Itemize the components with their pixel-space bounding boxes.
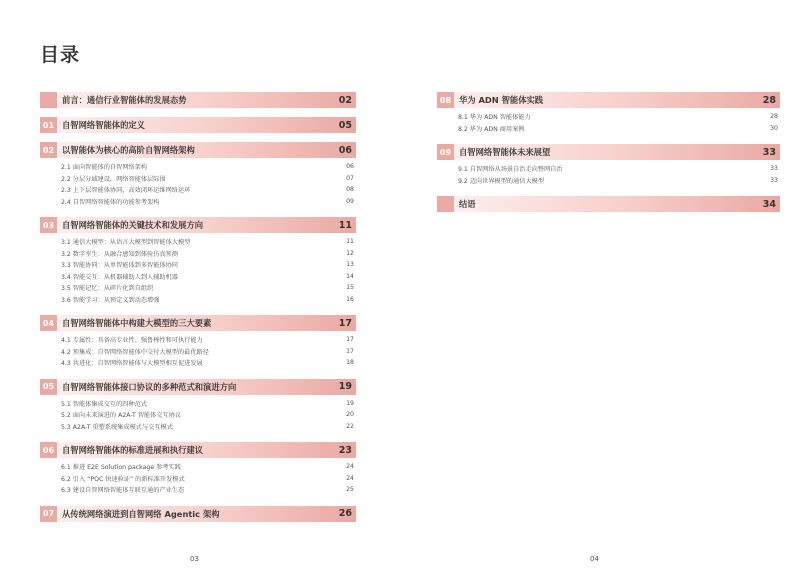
toc-section-heading[interactable] [437, 92, 780, 108]
section-title: 自智网络智能体的定义 [62, 120, 145, 130]
section-number-badge: 08 [437, 92, 454, 108]
section-number-badge: 09 [437, 144, 454, 160]
toc-item-list [40, 458, 356, 497]
toc-section [40, 92, 356, 108]
toc-section-heading[interactable] [40, 117, 356, 133]
toc-item-page-number: 15 [346, 284, 354, 292]
toc-item-title: 2.4 自智网络智能体的功能参考架构 [61, 198, 160, 206]
toc-section-heading[interactable] [40, 379, 356, 395]
toc-item-title: 6.3 建设自智网络智能体互联互通的产业生态 [61, 487, 185, 495]
section-title: 华为 ADN 智能体实践 [459, 95, 544, 105]
toc-item-page-number: 24 [346, 474, 354, 482]
toc-item-title: 8.2 华为 ADN 商用案例 [458, 125, 525, 133]
toc-item[interactable] [40, 173, 356, 185]
section-title: 前言：通信行业智能体的发展态势 [62, 95, 187, 105]
toc-item-page-number: 28 [770, 113, 778, 121]
toc-item-title: 5.1 智能体集成交互的四种范式 [61, 400, 148, 408]
section-page-number: 06 [338, 144, 352, 156]
toc-item-title: 4.3 共进化：自智网络智能体与大模型相互促进发展 [61, 360, 203, 368]
section-number-badge: 05 [40, 379, 57, 395]
section-page-number: 26 [338, 508, 352, 519]
section-number-badge [437, 196, 454, 212]
toc-item-title: 4.2 预集成：自智网络智能体中交付大模型的最优路径 [61, 348, 209, 356]
toc-item-list [437, 108, 780, 135]
toc-item-page-number: 33 [770, 176, 778, 184]
section-number-badge [40, 92, 57, 108]
toc-item-page-number: 17 [346, 336, 354, 344]
toc-item-page-number: 30 [770, 124, 778, 132]
section-title: 以智能体为核心的高阶自智网络架构 [62, 145, 195, 155]
toc-item[interactable] [40, 184, 356, 196]
toc-item-page-number: 25 [346, 486, 354, 494]
toc-section-heading[interactable] [40, 142, 356, 158]
toc-item-title: 6.2 引入 “POC 快速验证” 的新标准开发模式 [61, 475, 185, 483]
toc-item[interactable] [437, 111, 780, 123]
toc-item[interactable] [437, 175, 780, 187]
toc-item-page-number: 14 [346, 272, 354, 280]
toc-item-title: 2.2 分层分域建设，网络智能体层际围 [61, 175, 166, 183]
toc-item-page-number: 17 [346, 347, 354, 355]
section-number-badge: 03 [40, 217, 57, 233]
toc-item-title: 6.1 推进 E2E Solution package 参考实践 [61, 464, 181, 472]
section-title: 从传统网络演进到自智网络 Agentic 架构 [62, 508, 220, 519]
toc-item[interactable] [40, 282, 356, 294]
toc-item-list [40, 158, 356, 208]
toc-item-page-number: 13 [346, 261, 354, 269]
toc-section-heading[interactable] [437, 196, 780, 212]
toc-section [40, 315, 356, 370]
toc-item-list [437, 160, 780, 187]
toc-item-title: 5.3 A2A-T 重塑系统集成模式与交互模式 [61, 423, 173, 431]
toc-item-page-number: 16 [346, 295, 354, 303]
section-page-number: 28 [762, 94, 776, 106]
toc-item-page-number: 19 [346, 399, 354, 407]
toc-item-title: 3.4 智能交互：从机器辅助人到人辅助机器 [61, 273, 178, 281]
section-title: 自智网络智能体接口协议的多种范式和演进方向 [62, 381, 237, 392]
toc-section [437, 92, 780, 135]
toc-section [40, 117, 356, 133]
toc-item[interactable] [437, 123, 780, 135]
toc-item-title: 3.5 智能记忆：从碎片化到自组织 [61, 285, 154, 293]
toc-item-list [40, 233, 356, 306]
section-number-badge: 02 [40, 142, 57, 158]
section-number-badge: 07 [40, 506, 57, 522]
toc-item[interactable] [40, 161, 356, 173]
section-number-badge: 06 [40, 442, 57, 458]
toc-section [437, 196, 780, 212]
toc-section-heading[interactable] [40, 442, 356, 458]
toc-section-heading[interactable] [40, 217, 356, 233]
toc-item-page-number: 09 [346, 197, 354, 205]
section-title: 自智网络智能体的标准进展和执行建议 [62, 445, 204, 455]
toc-item-page-number: 08 [346, 186, 354, 194]
section-page-number: 11 [338, 219, 352, 231]
toc-item-list [40, 395, 356, 434]
toc-item[interactable] [40, 259, 356, 271]
toc-item-page-number: 11 [346, 238, 354, 246]
toc-item[interactable] [437, 163, 780, 175]
toc-section-heading[interactable] [40, 315, 356, 331]
section-number-badge: 01 [40, 117, 57, 133]
toc-item-title: 2.1 面向智能体的自智网络架构 [61, 164, 148, 172]
toc-item-page-number: 20 [346, 411, 354, 419]
page-number-left: 03 [190, 555, 199, 563]
section-title: 自智网络智能体未来展望 [459, 147, 551, 157]
toc-section [40, 442, 356, 497]
section-page-number: 33 [762, 146, 776, 158]
toc-section-heading[interactable] [40, 92, 356, 108]
toc-left-column [40, 92, 356, 531]
toc-section-heading[interactable] [437, 144, 780, 160]
toc-item-title: 3.6 智能学习：从预定义到动态增强 [61, 296, 160, 304]
toc-item[interactable] [40, 236, 356, 248]
toc-item[interactable] [40, 421, 356, 433]
toc-item[interactable] [40, 357, 356, 369]
toc-item-title: 2.3 上下层智能体协同，高效闭环运维网络运环 [61, 187, 191, 195]
toc-item-title: 3.1 通信大模型：从语言大模型到智能体大模型 [61, 239, 191, 247]
toc-section [40, 142, 356, 208]
toc-item-page-number: 33 [770, 165, 778, 173]
section-title: 自智网络智能体的关键技术和发展方向 [62, 220, 204, 230]
toc-item[interactable] [40, 398, 356, 410]
section-title: 自智网络智能体中构建大模型的三大要素 [62, 318, 212, 328]
section-page-number: 19 [338, 381, 352, 392]
page-title: 目录 [40, 44, 81, 66]
toc-item-page-number: 22 [346, 422, 354, 430]
toc-item[interactable] [40, 484, 356, 496]
toc-item[interactable] [40, 248, 356, 260]
toc-section-heading[interactable] [40, 506, 356, 522]
toc-section [437, 144, 780, 187]
toc-item-page-number: 06 [346, 163, 354, 171]
toc-item-page-number: 07 [346, 174, 354, 182]
toc-item-title: 9.2 迈向世界模型的通信大模型 [458, 177, 545, 185]
section-page-number: 02 [338, 94, 352, 106]
toc-item[interactable] [40, 334, 356, 346]
section-page-number: 05 [338, 119, 352, 131]
toc-item-list [40, 331, 356, 370]
page-number-right: 04 [590, 555, 599, 563]
section-title: 结语 [459, 199, 476, 209]
toc-item-page-number: 18 [346, 359, 354, 367]
toc-item-title: 5.2 面向未来演进的 A2A-T 智能体交互协议 [61, 412, 182, 420]
toc-item[interactable] [40, 346, 356, 358]
toc-item-page-number: 12 [346, 249, 354, 257]
section-page-number: 23 [338, 444, 352, 456]
toc-item[interactable] [40, 409, 356, 421]
toc-item[interactable] [40, 294, 356, 306]
toc-item[interactable] [40, 461, 356, 473]
toc-section [40, 217, 356, 306]
toc-section [40, 379, 356, 434]
section-page-number: 34 [762, 198, 776, 210]
section-number-badge: 04 [40, 315, 57, 331]
section-page-number: 17 [338, 317, 352, 329]
toc-right-column [437, 92, 780, 221]
toc-item-title: 3.3 智能协同：从单智能体到多智能体协同 [61, 262, 178, 270]
toc-item-title: 3.2 数字孪生：从融合感知到体验仿真预测 [61, 250, 178, 258]
toc-item[interactable] [40, 473, 356, 485]
toc-item[interactable] [40, 196, 356, 208]
toc-section [40, 506, 356, 522]
toc-item-title: 8.1 华为 ADN 智能体能力 [458, 114, 531, 122]
toc-item-title: 9.1 自智网络从场景自治走向整网自治 [458, 166, 563, 174]
toc-item-page-number: 24 [346, 463, 354, 471]
toc-item-title: 4.1 专属性：具备高专业性、强鲁棒性和可执行能力 [61, 337, 203, 345]
toc-item[interactable] [40, 271, 356, 283]
